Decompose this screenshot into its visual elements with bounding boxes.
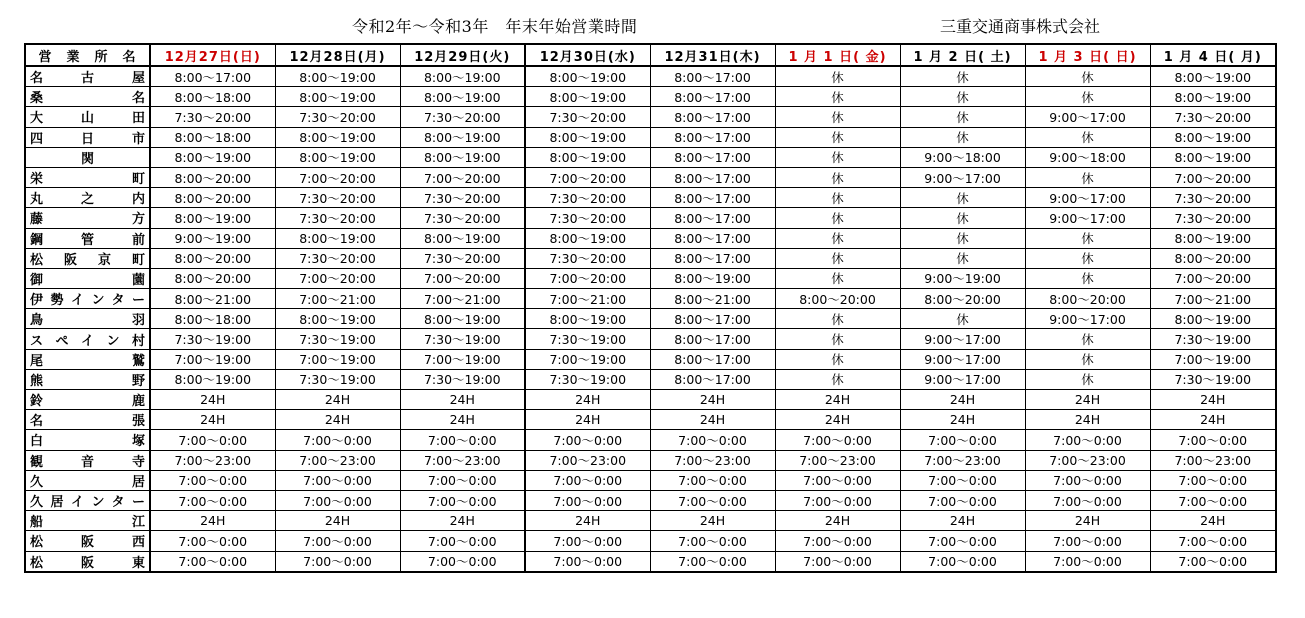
hours-cell: 8:00～19:00: [1150, 147, 1276, 167]
hours-cell: 休: [775, 147, 900, 167]
hours-cell: 8:00～19:00: [400, 228, 525, 248]
table-row: [25, 66, 1276, 87]
hours-cell: 休: [1025, 228, 1150, 248]
hours-cell: 休: [775, 248, 900, 268]
hours-cell: 8:00～19:00: [400, 66, 525, 87]
hours-cell: 休: [775, 127, 900, 147]
hours-cell: 7:00～20:00: [275, 167, 400, 187]
hours-cell: 7:00～21:00: [1150, 289, 1276, 309]
hours-cell: 休: [1025, 268, 1150, 288]
table-row: [25, 167, 1276, 187]
table-row: [25, 127, 1276, 147]
hours-cell: 7:00～23:00: [900, 450, 1025, 470]
hours-cell: 7:00～0:00: [650, 470, 775, 490]
hours-cell: 7:00～20:00: [275, 268, 400, 288]
hours-cell: 7:00～0:00: [775, 430, 900, 450]
column-header-date: 1 月 2 日( 土): [900, 44, 1025, 66]
hours-cell: 休: [775, 369, 900, 389]
hours-cell: 7:30～20:00: [400, 188, 525, 208]
office-name: 名張: [25, 410, 150, 430]
column-header-date: 12月27日(日): [150, 44, 275, 66]
hours-cell: 24H: [1025, 390, 1150, 410]
hours-cell: 7:00～23:00: [275, 450, 400, 470]
hours-cell: 7:00～20:00: [1150, 268, 1276, 288]
hours-cell: 7:00～23:00: [1025, 450, 1150, 470]
table-row: [25, 450, 1276, 470]
hours-cell: 7:00～0:00: [1150, 551, 1276, 572]
hours-cell: 休: [1025, 248, 1150, 268]
hours-cell: 8:00～17:00: [650, 87, 775, 107]
hours-cell: 7:00～0:00: [775, 531, 900, 551]
hours-cell: 7:00～0:00: [275, 470, 400, 490]
hours-cell: 8:00～19:00: [525, 309, 650, 329]
hours-cell: 8:00～19:00: [1150, 127, 1276, 147]
hours-cell: 休: [775, 329, 900, 349]
office-name: 桑名: [25, 87, 150, 107]
hours-cell: 8:00～19:00: [275, 309, 400, 329]
hours-cell: 休: [1025, 87, 1150, 107]
hours-cell: 8:00～20:00: [150, 188, 275, 208]
hours-cell: 7:00～0:00: [650, 430, 775, 450]
hours-cell: 9:00～17:00: [1025, 208, 1150, 228]
hours-cell: 休: [775, 107, 900, 127]
table-row: [25, 470, 1276, 490]
office-name: 白塚: [25, 430, 150, 450]
hours-cell: 8:00～20:00: [775, 289, 900, 309]
hours-cell: 7:00～20:00: [400, 268, 525, 288]
hours-cell: 8:00～19:00: [400, 147, 525, 167]
column-header-date: 1 月 1 日( 金): [775, 44, 900, 66]
hours-cell: 7:30～20:00: [525, 188, 650, 208]
hours-cell: 7:30～20:00: [400, 107, 525, 127]
table-row: [25, 490, 1276, 510]
hours-cell: 8:00～17:00: [650, 329, 775, 349]
hours-cell: 7:00～19:00: [1150, 349, 1276, 369]
hours-cell: 9:00～18:00: [900, 147, 1025, 167]
hours-cell: 休: [900, 107, 1025, 127]
hours-cell: 7:30～19:00: [400, 329, 525, 349]
schedule-body: [25, 66, 1276, 572]
hours-cell: 休: [1025, 369, 1150, 389]
hours-cell: 9:00～17:00: [900, 349, 1025, 369]
hours-cell: 7:30～19:00: [400, 369, 525, 389]
hours-cell: 7:30～20:00: [275, 208, 400, 228]
hours-cell: 休: [900, 127, 1025, 147]
hours-cell: 休: [775, 167, 900, 187]
hours-cell: 24H: [775, 511, 900, 531]
hours-cell: 8:00～19:00: [275, 87, 400, 107]
hours-cell: 7:30～20:00: [400, 208, 525, 228]
hours-cell: 8:00～20:00: [1025, 289, 1150, 309]
hours-cell: 9:00～19:00: [150, 228, 275, 248]
hours-cell: 24H: [275, 511, 400, 531]
hours-cell: 休: [775, 66, 900, 87]
hours-cell: 8:00～19:00: [525, 127, 650, 147]
hours-cell: 8:00～19:00: [275, 127, 400, 147]
hours-cell: 24H: [400, 390, 525, 410]
hours-cell: 休: [775, 87, 900, 107]
hours-cell: 24H: [650, 410, 775, 430]
column-header-date: 1 月 4 日( 月): [1150, 44, 1276, 66]
hours-cell: 7:00～0:00: [650, 551, 775, 572]
hours-cell: 7:00～23:00: [1150, 450, 1276, 470]
hours-cell: 8:00～20:00: [150, 248, 275, 268]
hours-cell: 7:00～0:00: [525, 490, 650, 510]
hours-cell: 9:00～17:00: [900, 369, 1025, 389]
hours-cell: 24H: [1150, 390, 1276, 410]
hours-cell: 7:00～20:00: [1150, 167, 1276, 187]
hours-cell: 休: [775, 268, 900, 288]
hours-cell: 8:00～17:00: [150, 66, 275, 87]
hours-cell: 24H: [650, 511, 775, 531]
hours-cell: 7:30～20:00: [400, 248, 525, 268]
table-row: [25, 87, 1276, 107]
hours-cell: 7:30～20:00: [525, 248, 650, 268]
office-name: 松阪西: [25, 531, 150, 551]
hours-cell: 7:00～0:00: [400, 470, 525, 490]
office-name: 名古屋: [25, 66, 150, 87]
office-name: 松阪京町: [25, 248, 150, 268]
hours-cell: 8:00～17:00: [650, 369, 775, 389]
hours-cell: 24H: [1025, 410, 1150, 430]
hours-cell: 7:00～0:00: [275, 430, 400, 450]
hours-cell: 24H: [525, 511, 650, 531]
hours-cell: 8:00～17:00: [650, 147, 775, 167]
hours-cell: 7:00～20:00: [525, 167, 650, 187]
office-name: 久居インター: [25, 490, 150, 510]
hours-cell: 8:00～19:00: [1150, 228, 1276, 248]
office-name: スペイン村: [25, 329, 150, 349]
hours-cell: 8:00～19:00: [400, 87, 525, 107]
hours-cell: 7:00～0:00: [275, 531, 400, 551]
hours-cell: 7:30～20:00: [1150, 188, 1276, 208]
office-name: 熊野: [25, 369, 150, 389]
table-row: [25, 289, 1276, 309]
table-row: [25, 107, 1276, 127]
hours-cell: 7:00～19:00: [150, 349, 275, 369]
table-row: [25, 188, 1276, 208]
column-header-date: 12月30日(水): [525, 44, 650, 66]
hours-cell: 休: [900, 228, 1025, 248]
table-row: [25, 208, 1276, 228]
hours-cell: 7:00～23:00: [775, 450, 900, 470]
hours-cell: 24H: [650, 390, 775, 410]
hours-cell: 7:30～20:00: [275, 188, 400, 208]
column-header-date: 12月31日(木): [650, 44, 775, 66]
hours-cell: 8:00～19:00: [525, 147, 650, 167]
hours-cell: 24H: [400, 511, 525, 531]
hours-cell: 7:00～0:00: [1025, 430, 1150, 450]
column-header-date: 12月28日(月): [275, 44, 400, 66]
table-row: [25, 329, 1276, 349]
office-name: 大山田: [25, 107, 150, 127]
hours-cell: 休: [900, 66, 1025, 87]
hours-cell: 9:00～17:00: [900, 167, 1025, 187]
hours-cell: 7:00～0:00: [150, 430, 275, 450]
hours-cell: 8:00～17:00: [650, 248, 775, 268]
hours-cell: 休: [1025, 329, 1150, 349]
office-name: 関: [25, 147, 150, 167]
hours-cell: 8:00～17:00: [650, 127, 775, 147]
office-name: 四日市: [25, 127, 150, 147]
hours-cell: 休: [1025, 167, 1150, 187]
office-name: 鋼管前: [25, 228, 150, 248]
hours-cell: 7:00～0:00: [775, 490, 900, 510]
hours-cell: 休: [775, 228, 900, 248]
hours-cell: 9:00～17:00: [900, 329, 1025, 349]
column-header-date: 1 月 3 日( 日): [1025, 44, 1150, 66]
hours-cell: 7:00～0:00: [900, 430, 1025, 450]
hours-cell: 休: [775, 349, 900, 369]
hours-cell: 8:00～17:00: [650, 309, 775, 329]
hours-cell: 8:00～19:00: [400, 309, 525, 329]
hours-cell: 8:00～17:00: [650, 167, 775, 187]
hours-cell: 7:00～0:00: [400, 490, 525, 510]
hours-cell: 7:00～21:00: [275, 289, 400, 309]
hours-cell: 24H: [900, 511, 1025, 531]
hours-cell: 7:00～0:00: [150, 490, 275, 510]
hours-cell: 7:00～0:00: [150, 531, 275, 551]
hours-cell: 7:00～0:00: [900, 531, 1025, 551]
hours-cell: 休: [1025, 66, 1150, 87]
hours-cell: 休: [900, 248, 1025, 268]
hours-cell: 休: [1025, 349, 1150, 369]
hours-cell: 休: [775, 309, 900, 329]
hours-cell: 休: [1025, 127, 1150, 147]
hours-cell: 7:00～0:00: [1150, 470, 1276, 490]
hours-cell: 7:00～0:00: [775, 470, 900, 490]
hours-cell: 8:00～18:00: [150, 127, 275, 147]
office-name: 丸之内: [25, 188, 150, 208]
table-row: [25, 228, 1276, 248]
hours-cell: 8:00～19:00: [525, 66, 650, 87]
hours-cell: 7:00～0:00: [150, 470, 275, 490]
hours-cell: 9:00～17:00: [1025, 188, 1150, 208]
hours-cell: 24H: [525, 410, 650, 430]
office-name: 御薗: [25, 268, 150, 288]
table-row: [25, 531, 1276, 551]
office-name: 鳥羽: [25, 309, 150, 329]
schedule-table: [24, 43, 1277, 573]
hours-cell: 7:00～0:00: [900, 470, 1025, 490]
hours-cell: 24H: [275, 390, 400, 410]
hours-cell: 8:00～19:00: [275, 66, 400, 87]
office-name: 鈴鹿: [25, 390, 150, 410]
hours-cell: 8:00～19:00: [650, 268, 775, 288]
hours-cell: 7:30～20:00: [525, 208, 650, 228]
hours-cell: 7:00～0:00: [525, 430, 650, 450]
hours-cell: 7:00～0:00: [650, 490, 775, 510]
hours-cell: 7:00～0:00: [1025, 490, 1150, 510]
hours-cell: 24H: [400, 410, 525, 430]
hours-cell: 24H: [1025, 511, 1150, 531]
hours-cell: 8:00～20:00: [150, 167, 275, 187]
hours-cell: 休: [775, 188, 900, 208]
hours-cell: 7:00～19:00: [525, 349, 650, 369]
hours-cell: 7:00～19:00: [400, 349, 525, 369]
office-name: 藤方: [25, 208, 150, 228]
hours-cell: 休: [900, 87, 1025, 107]
hours-cell: 7:00～23:00: [525, 450, 650, 470]
hours-cell: 休: [900, 188, 1025, 208]
office-name: 尾鷲: [25, 349, 150, 369]
hours-cell: 7:00～0:00: [775, 551, 900, 572]
hours-cell: 7:00～0:00: [1025, 531, 1150, 551]
hours-cell: 8:00～19:00: [1150, 309, 1276, 329]
hours-cell: 7:00～0:00: [525, 531, 650, 551]
hours-cell: 7:30～19:00: [525, 329, 650, 349]
office-name: 久居: [25, 470, 150, 490]
hours-cell: 7:00～20:00: [525, 268, 650, 288]
hours-cell: 8:00～20:00: [900, 289, 1025, 309]
hours-cell: 24H: [900, 410, 1025, 430]
hours-cell: 8:00～19:00: [525, 228, 650, 248]
table-row: [25, 349, 1276, 369]
hours-cell: 7:00～23:00: [650, 450, 775, 470]
hours-cell: 7:00～0:00: [650, 531, 775, 551]
hours-cell: 8:00～21:00: [650, 289, 775, 309]
company-name: 三重交通商事株式会社: [940, 17, 1101, 36]
hours-cell: 9:00～18:00: [1025, 147, 1150, 167]
hours-cell: 8:00～17:00: [650, 188, 775, 208]
table-row: [25, 430, 1276, 450]
hours-cell: 8:00～19:00: [275, 228, 400, 248]
hours-cell: 8:00～19:00: [525, 87, 650, 107]
hours-cell: 7:00～0:00: [150, 551, 275, 572]
column-header-date: 12月29日(火): [400, 44, 525, 66]
hours-cell: 7:00～23:00: [150, 450, 275, 470]
hours-cell: 24H: [150, 410, 275, 430]
hours-cell: 7:00～0:00: [400, 430, 525, 450]
hours-cell: 8:00～17:00: [650, 228, 775, 248]
office-name: 船江: [25, 511, 150, 531]
hours-cell: 7:30～20:00: [150, 107, 275, 127]
hours-cell: 8:00～20:00: [150, 268, 275, 288]
hours-cell: 9:00～17:00: [1025, 107, 1150, 127]
hours-cell: 8:00～19:00: [1150, 66, 1276, 87]
hours-cell: 7:30～20:00: [275, 107, 400, 127]
hours-cell: 8:00～17:00: [650, 107, 775, 127]
hours-cell: 8:00～19:00: [150, 369, 275, 389]
hours-cell: 7:30～20:00: [1150, 208, 1276, 228]
hours-cell: 8:00～19:00: [150, 208, 275, 228]
hours-cell: 7:00～0:00: [1150, 531, 1276, 551]
hours-cell: 7:00～20:00: [400, 167, 525, 187]
hours-cell: 24H: [775, 410, 900, 430]
hours-cell: 7:30～20:00: [1150, 107, 1276, 127]
hours-cell: 7:00～0:00: [275, 551, 400, 572]
hours-cell: 7:30～19:00: [525, 369, 650, 389]
hours-cell: 7:00～19:00: [275, 349, 400, 369]
hours-cell: 7:00～0:00: [525, 551, 650, 572]
table-row: [25, 410, 1276, 430]
office-name: 伊勢インター: [25, 289, 150, 309]
hours-cell: 8:00～17:00: [650, 66, 775, 87]
hours-cell: 7:30～19:00: [1150, 369, 1276, 389]
hours-cell: 24H: [525, 390, 650, 410]
hours-cell: 7:00～21:00: [525, 289, 650, 309]
hours-cell: 8:00～19:00: [1150, 87, 1276, 107]
hours-cell: 休: [900, 208, 1025, 228]
office-name: 松阪東: [25, 551, 150, 572]
hours-cell: 9:00～17:00: [1025, 309, 1150, 329]
hours-cell: 7:00～23:00: [400, 450, 525, 470]
hours-cell: 7:00～21:00: [400, 289, 525, 309]
hours-cell: 7:00～0:00: [400, 551, 525, 572]
hours-cell: 7:00～0:00: [1150, 490, 1276, 510]
table-row: [25, 551, 1276, 572]
hours-cell: 8:00～18:00: [150, 87, 275, 107]
hours-cell: 7:30～19:00: [150, 329, 275, 349]
hours-cell: 7:00～0:00: [400, 531, 525, 551]
column-header-office: 営 業 所 名: [25, 44, 150, 66]
hours-cell: 8:00～20:00: [1150, 248, 1276, 268]
hours-cell: 7:00～0:00: [525, 470, 650, 490]
hours-cell: 24H: [775, 390, 900, 410]
hours-cell: 7:30～20:00: [525, 107, 650, 127]
table-row: [25, 248, 1276, 268]
hours-cell: 8:00～18:00: [150, 309, 275, 329]
hours-cell: 7:00～0:00: [900, 551, 1025, 572]
hours-cell: 24H: [1150, 410, 1276, 430]
hours-cell: 8:00～19:00: [275, 147, 400, 167]
hours-cell: 7:00～0:00: [1025, 470, 1150, 490]
hours-cell: 7:30～19:00: [1150, 329, 1276, 349]
table-row: [25, 390, 1276, 410]
office-name: 栄町: [25, 167, 150, 187]
hours-cell: 8:00～21:00: [150, 289, 275, 309]
hours-cell: 7:00～0:00: [1150, 430, 1276, 450]
hours-cell: 7:30～19:00: [275, 369, 400, 389]
hours-cell: 8:00～19:00: [400, 127, 525, 147]
hours-cell: 8:00～17:00: [650, 208, 775, 228]
hours-cell: 24H: [900, 390, 1025, 410]
hours-cell: 8:00～19:00: [150, 147, 275, 167]
hours-cell: 休: [775, 208, 900, 228]
hours-cell: 7:30～20:00: [275, 248, 400, 268]
hours-cell: 24H: [275, 410, 400, 430]
hours-cell: 9:00～19:00: [900, 268, 1025, 288]
hours-cell: 24H: [1150, 511, 1276, 531]
table-row: [25, 309, 1276, 329]
header-row: [25, 44, 1276, 66]
table-row: [25, 369, 1276, 389]
hours-cell: 8:00～17:00: [650, 349, 775, 369]
table-row: [25, 511, 1276, 531]
office-name: 観音寺: [25, 450, 150, 470]
hours-cell: 7:00～0:00: [1025, 551, 1150, 572]
document-title: 令和2年～令和3年 年末年始営業時間: [352, 17, 638, 36]
hours-cell: 7:00～0:00: [900, 490, 1025, 510]
hours-cell: 7:00～0:00: [275, 490, 400, 510]
table-row: [25, 147, 1276, 167]
table-row: [25, 268, 1276, 288]
hours-cell: 休: [900, 309, 1025, 329]
hours-cell: 24H: [150, 511, 275, 531]
hours-cell: 24H: [150, 390, 275, 410]
hours-cell: 7:30～19:00: [275, 329, 400, 349]
